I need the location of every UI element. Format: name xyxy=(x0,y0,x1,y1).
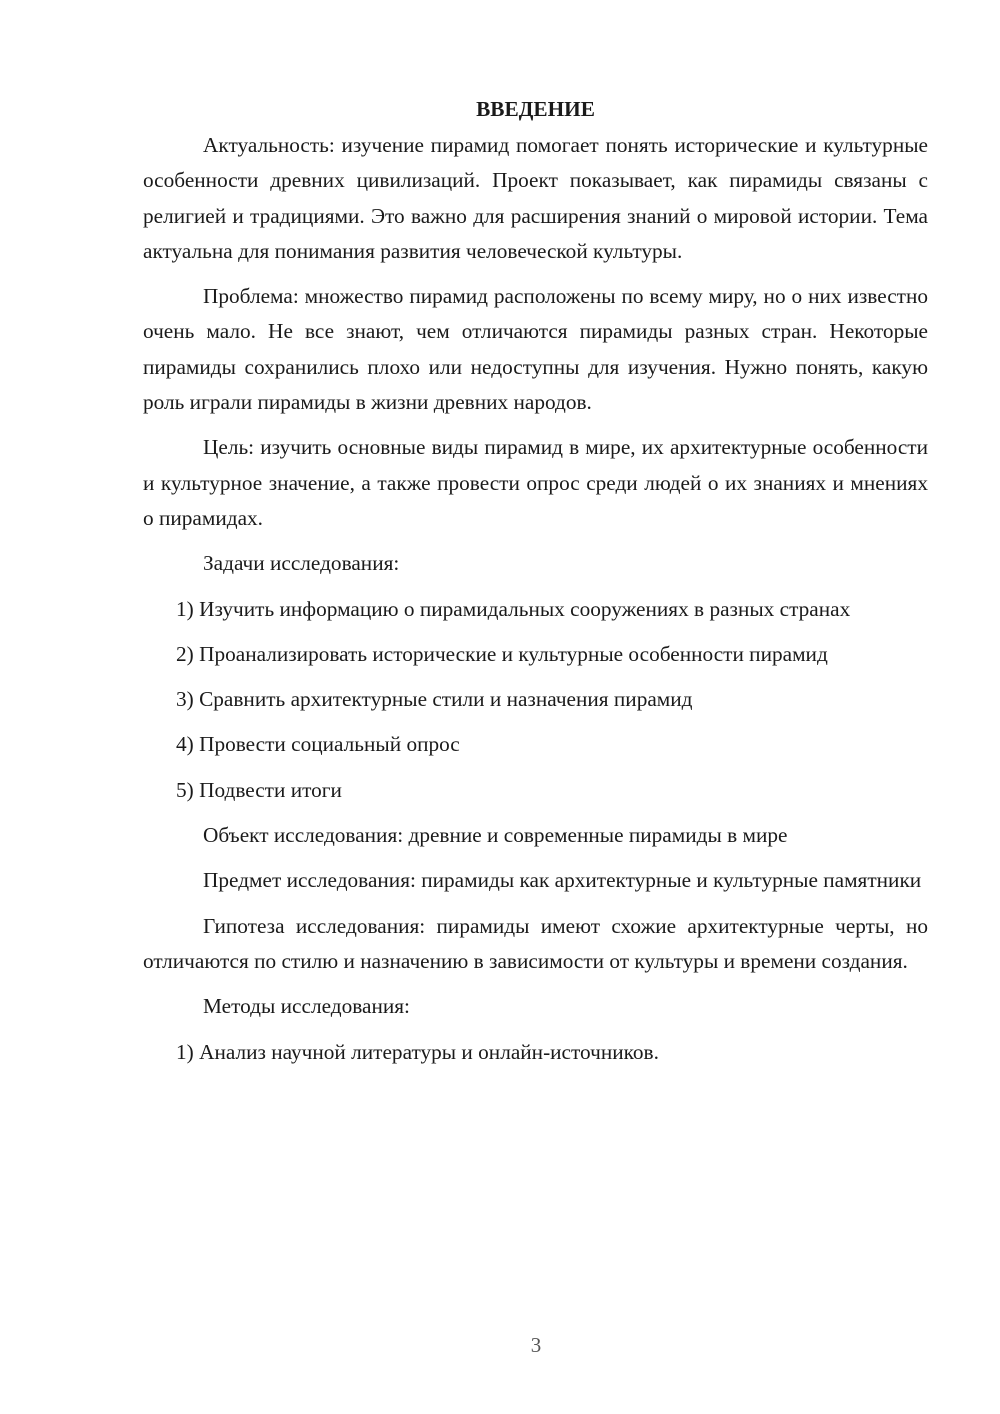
task-item-5: 5) Подвести итоги xyxy=(176,777,342,802)
hypothesis-paragraph: Гипотеза исследования: пирамиды имеют схожие архитектурные черты, но отличаются по стилю и назначению в зависимости от культуры и времени создания. xyxy=(143,913,928,973)
relevance-paragraph: Актуальность: изучение пирамид помогает понять исторические и культурные особенности древних цивилизаций. Проект показывает, как пирамиды связаны с религией и традициями. Это важно для расширения знаний о мировой истории. Тема актуальна для понимания развития человеческой культуры. xyxy=(143,133,928,263)
goal-paragraph: Цель: изучить основные виды пирамид в мире, их архитектурные особенности и культурное значение, а также провести опрос среди людей о их знаниях и мнениях о пирамидах. xyxy=(143,435,928,530)
task-item-1: 1) Изучить информацию о пирамидальных сооружениях в разных странах xyxy=(176,596,851,621)
subject-paragraph: Предмет исследования: пирамиды как архитектурные и культурные памятники xyxy=(203,868,922,893)
page-title: ВВЕДЕНИЕ xyxy=(476,97,595,121)
methods-heading: Методы исследования: xyxy=(203,994,410,1019)
problem-paragraph: Проблема: множество пирамид расположены по всему миру, но о них известно очень мало. Не все знают, чем отличаются пирамиды разных стран. Некоторые пирамиды сохранились плохо или недоступны для изучения. Нужно понять, какую роль играли пирамиды в жизни древних народов. xyxy=(143,284,928,415)
tasks-heading: Задачи исследования: xyxy=(203,551,400,576)
object-paragraph: Объект исследования: древние и современные пирамиды в мире xyxy=(203,823,788,848)
method-item-1: 1) Анализ научной литературы и онлайн-источников. xyxy=(176,1039,659,1064)
task-item-4: 4) Провести социальный опрос xyxy=(176,732,460,757)
task-item-3: 3) Сравнить архитектурные стили и назначения пирамид xyxy=(176,687,693,712)
task-item-2: 2) Проанализировать исторические и культурные особенности пирамид xyxy=(176,641,828,666)
document-page xyxy=(143,92,928,1080)
page-number: 3 xyxy=(530,1333,542,1357)
